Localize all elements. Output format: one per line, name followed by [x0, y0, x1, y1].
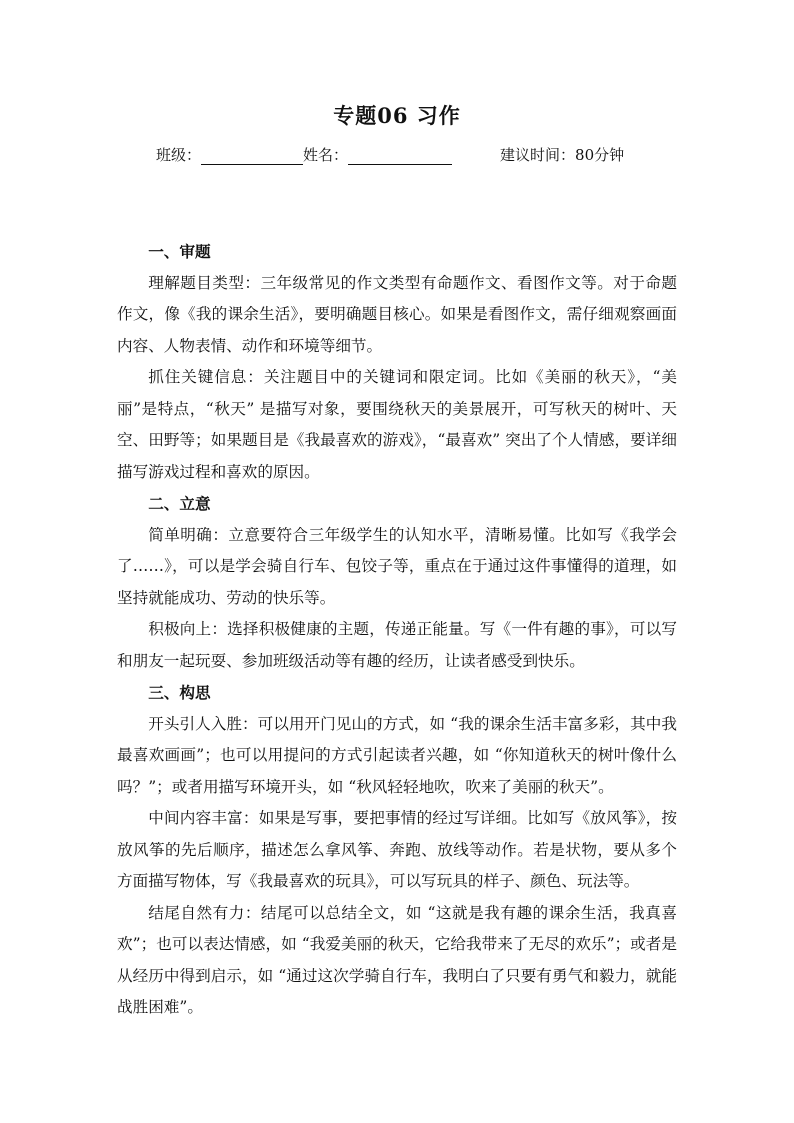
- class-label: 班级：: [156, 146, 202, 164]
- paragraph: 理解题目类型：三年级常见的作文类型有命题作文、看图作文等。对于命题作文，像《我的课余生活》，要明确题目核心。如果是看图作文，需仔细观察画面内容、人物表情、动作和环境等细节。: [117, 273, 677, 355]
- section-heading: 二、立意: [148, 494, 211, 513]
- paragraph: 积极向上：选择积极健康的主题，传递正能量。写《一件有趣的事》，可以写和朋友一起玩耍、参加班级活动等有趣的经历，让读者感受到快乐。: [117, 620, 677, 670]
- class-blank: [201, 147, 303, 165]
- suggested-time: 建议时间：80分钟: [500, 146, 625, 164]
- paragraph: 开头引人入胜：可以用开门见山的方式，如 “我的课余生活丰富多彩，其中我最喜欢画画”；也可以用提问的方式引起读者兴趣，如 “你知道秋天的树叶像什么吗？”；或者用描写环境开头，如 “秋风轻轻地吹，吹来了美丽的秋天”。: [117, 714, 677, 796]
- name-blank: [348, 147, 452, 165]
- paragraph: 简单明确：立意要符合三年级学生的认知水平，清晰易懂。比如写《我学会了……》，可以是学会骑自行车、包饺子等，重点在于通过这件事懂得的道理，如坚持就能成功、劳动的快乐等。: [117, 525, 677, 607]
- document-body: [117, 236, 677, 1024]
- paragraph: 结尾自然有力：结尾可以总结全文，如 “这就是我有趣的课余生活，我真喜欢”；也可以表达情感，如 “我爱美丽的秋天，它给我带来了无尽的欢乐”；或者是从经历中得到启示，如 “通过这次学骑自行车，我明白了只要有勇气和毅力，就能战胜困难”。: [117, 903, 677, 1016]
- paragraph: 抓住关键信息：关注题目中的关键词和限定词。比如《美丽的秋天》，“美丽”是特点，“秋天” 是描写对象，要围绕秋天的美景展开，可写秋天的树叶、天空、田野等；如果题目是《我最喜欢的游戏》，“最喜欢” 突出了个人情感，要详细描写游戏过程和喜欢的原因。: [117, 368, 677, 481]
- section-heading: 一、审题: [148, 242, 211, 261]
- section-heading: 三、构思: [148, 683, 211, 702]
- paragraph: 中间内容丰富：如果是写事，要把事情的经过写详细。比如写《放风筝》，按放风筝的先后顺序，描述怎么拿风筝、奔跑、放线等动作。若是状物，要从多个方面描写物体，写《我最喜欢的玩具》，可以写玩具的样子、颜色、玩法等。: [117, 809, 677, 890]
- page-title: 专题06 习作: [333, 103, 461, 128]
- student-info-line: [156, 144, 676, 168]
- name-label: 姓名：: [303, 146, 349, 164]
